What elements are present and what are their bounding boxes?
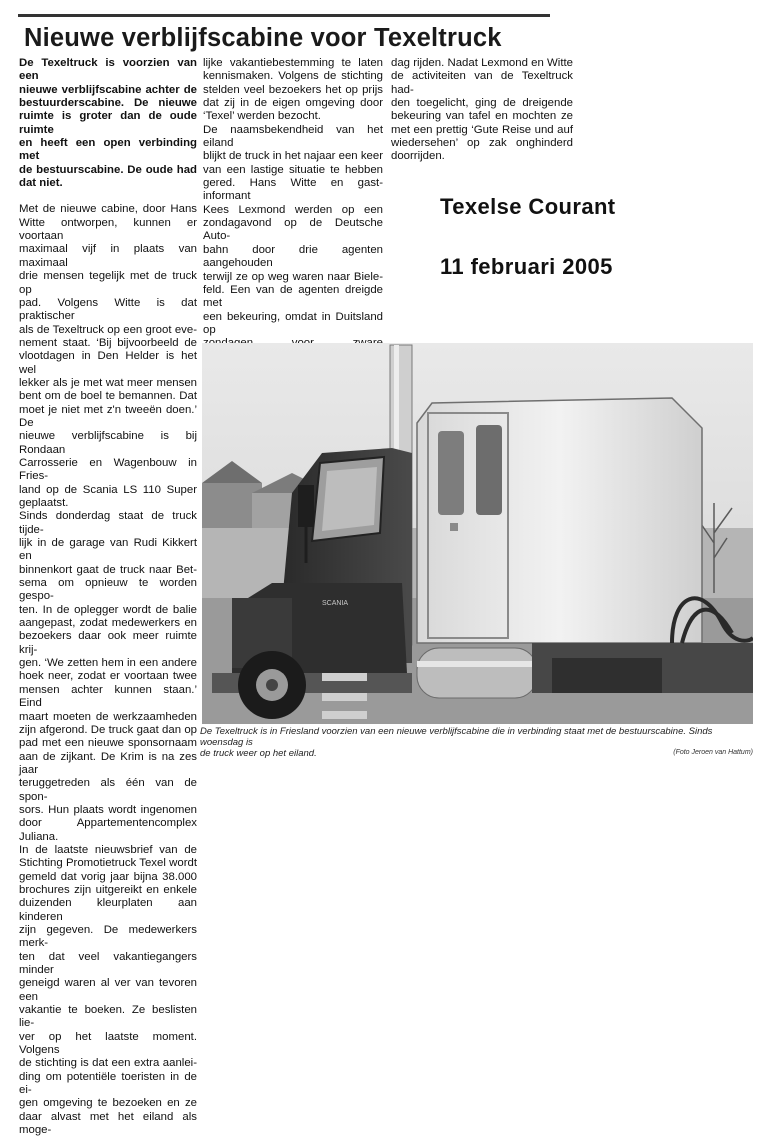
publication-date: 11 februari 2005 bbox=[440, 254, 613, 279]
lead-line: ruimte is groter dan de oude ruimte bbox=[19, 110, 197, 136]
column-1 bbox=[19, 57, 197, 1138]
body-line: den toegelicht, ging de dreigende bbox=[391, 97, 573, 110]
body-line: brochures zijn uitgereikt en enkele bbox=[19, 883, 197, 896]
body-line: lijk in de garage van Rudi Kikkert en bbox=[19, 537, 197, 563]
body-line: aangepast, zodat medewerkers en bbox=[19, 617, 197, 630]
body-line: de activiteiten van de Texeltruck had- bbox=[391, 70, 573, 96]
caption-line: de truck weer op het eiland. bbox=[200, 748, 317, 759]
body-line: gered. Hans Witte en gast-informant bbox=[203, 177, 383, 203]
body-line: maximaal vijf in plaats van maximaal bbox=[19, 243, 197, 269]
body-line: door Appartementencomplex Juliana. bbox=[19, 817, 197, 843]
body-line: geplaatst. bbox=[19, 497, 69, 509]
body-line: aan de zijkant. De Krim is na zes jaar bbox=[19, 750, 197, 776]
body-line: gemeld dat vorig jaar bijna 38.000 bbox=[19, 870, 197, 883]
body-line: stelden veel bezoekers het op prijs bbox=[203, 83, 383, 96]
body-line: drie mensen tegelijk met de truck op bbox=[19, 270, 197, 296]
body-line: als de Texeltruck op een groot eve- bbox=[19, 323, 197, 336]
body-line: vlootdagen in Den Helder is het wel bbox=[19, 350, 197, 376]
body-line: sema om opnieuw te worden gespo- bbox=[19, 577, 197, 603]
body-line: kennismaken. Volgens de stichting bbox=[203, 70, 383, 83]
body-line: De naamsbekendheid van het eiland bbox=[203, 123, 383, 150]
lead-line: de bestuurscabine. De oude had bbox=[19, 163, 197, 176]
body-line: daar alvast met het eiland als moge- bbox=[19, 1110, 197, 1137]
body-line: met een prettig ‘Gute Reise und auf bbox=[391, 123, 573, 136]
body-line: de stichting is dat een extra aanlei- bbox=[19, 1057, 197, 1070]
body-line: bent om de boel te bemannen. Dat bbox=[19, 390, 197, 403]
lead-line: dat niet. bbox=[19, 177, 63, 190]
lead-line: bestuurderscabine. De nieuwe bbox=[19, 97, 197, 110]
body-line: pad met een nieuwe sponsornaam bbox=[19, 737, 197, 750]
body-line: Sinds donderdag staat de truck tijde- bbox=[19, 510, 197, 536]
body-line: bahn door drie agenten aangehouden bbox=[203, 243, 383, 270]
body-line: een bekeuring, omdat in Duitsland op bbox=[203, 310, 383, 336]
body-line: nement staat. ‘Bij bijvoorbeeld de bbox=[19, 336, 197, 349]
body-line: duizenden kleurplaten aan kinderen bbox=[19, 897, 197, 923]
lead-line: De Texeltruck is voorzien van een bbox=[19, 57, 197, 83]
body-line: ding om potentiële toeristen in de ei- bbox=[19, 1070, 197, 1097]
newspaper-name: Texelse Courant bbox=[440, 194, 616, 219]
body-line: zijn afgerond. De truck gaat dan op bbox=[19, 723, 197, 736]
body-line: blijkt de truck in het najaar een keer bbox=[203, 150, 383, 163]
body-line: lekker als je met wat meer mensen bbox=[19, 376, 197, 389]
body-line: nieuwe verblijfscabine is bij Rondaan bbox=[19, 430, 197, 456]
body-line: moet je niet met z'n tweeën doen.’ De bbox=[19, 403, 197, 429]
body-line: gen. ‘We zetten hem in een andere bbox=[19, 657, 197, 670]
article-headline: Nieuwe verblijfscabine voor Texeltruck bbox=[24, 24, 502, 52]
body-line: binnenkort gaat de truck naar Bet- bbox=[19, 563, 197, 576]
body-line: Carrosserie en Wagenbouw in Fries- bbox=[19, 456, 197, 483]
body-line: mensen achter kunnen staan.’ Eind bbox=[19, 683, 197, 710]
body-line: pad. Volgens Witte is dat praktischer bbox=[19, 296, 197, 323]
body-line: Witte ontworpen, kunnen er voortaan bbox=[19, 216, 197, 243]
body-line: lijke vakantiebestemming te laten bbox=[203, 57, 383, 69]
body-line: vakantie te boeken. Ze beslisten lie- bbox=[19, 1004, 197, 1030]
body-line: terwijl ze op weg waren naar Biele- bbox=[203, 270, 383, 283]
body-line: doorrijden. bbox=[391, 150, 445, 163]
body-line: van een lastige situatie te hebben bbox=[203, 163, 383, 176]
body-paragraphs bbox=[19, 203, 197, 1137]
body-line: Stichting Promotietruck Texel wordt bbox=[19, 857, 197, 870]
column-3 bbox=[391, 57, 573, 164]
body-line: ten dat veel vakantiegangers minder bbox=[19, 950, 197, 977]
grille-badge: SCANIA bbox=[322, 600, 349, 607]
body-line: gen omgeving te bezoeken en ze bbox=[19, 1097, 197, 1110]
body-line: wiedersehen’ op zak onghinderd bbox=[391, 137, 573, 150]
truck-photo bbox=[202, 343, 753, 724]
body-line: zijn gegeven. De medewerkers merk- bbox=[19, 924, 197, 950]
body-line: ver op het laatste moment. Volgens bbox=[19, 1030, 197, 1057]
top-rule bbox=[18, 14, 550, 17]
body-line: feld. Een van de agenten dreigde met bbox=[203, 283, 383, 310]
body-line: bezoekers daar ook meer ruimte krij- bbox=[19, 630, 197, 656]
lead-line: en heeft een open verbinding met bbox=[19, 137, 197, 163]
photo-caption bbox=[200, 726, 755, 759]
body-line: zondagavond op de Deutsche Auto- bbox=[203, 217, 383, 243]
body-line: maart moeten de werkzaamheden bbox=[19, 710, 197, 723]
body-line: dat zij in de eigen omgeving door bbox=[203, 97, 383, 110]
body-line: ten. In de oplegger wordt de balie bbox=[19, 603, 197, 616]
photo-credit: (Foto Jeroen van Hattum) bbox=[673, 749, 753, 756]
body-line: hoek neer, zodat er voortaan twee bbox=[19, 670, 197, 683]
body-line: teruggetreden als één van de spon- bbox=[19, 777, 197, 803]
lead-line: nieuwe verblijfscabine achter de bbox=[19, 83, 197, 96]
body-line: geneigd waren al ver van tevoren een bbox=[19, 977, 197, 1003]
body-line: sors. Hun plaats wordt ingenomen bbox=[19, 803, 197, 816]
body-line: land op de Scania LS 110 Super bbox=[19, 483, 197, 496]
body-line: ‘Texel’ werden bezocht. bbox=[203, 110, 321, 123]
body-line: bekeuring van tafel en mochten ze bbox=[391, 110, 573, 123]
body-line: In de laatste nieuwsbrief van de bbox=[19, 843, 197, 856]
body-line: Kees Lexmond werden op een bbox=[203, 203, 383, 216]
truck-photo-illustration bbox=[202, 343, 753, 724]
body-line: dag rijden. Nadat Lexmond en Witte bbox=[391, 57, 573, 69]
caption-line: De Texeltruck is in Friesland voorzien van een nieuwe verblijfscabine die in verbinding staat met de bestuurscabine. Sinds woensdag is bbox=[200, 726, 713, 748]
body-line: Met de nieuwe cabine, door Hans bbox=[19, 203, 197, 216]
